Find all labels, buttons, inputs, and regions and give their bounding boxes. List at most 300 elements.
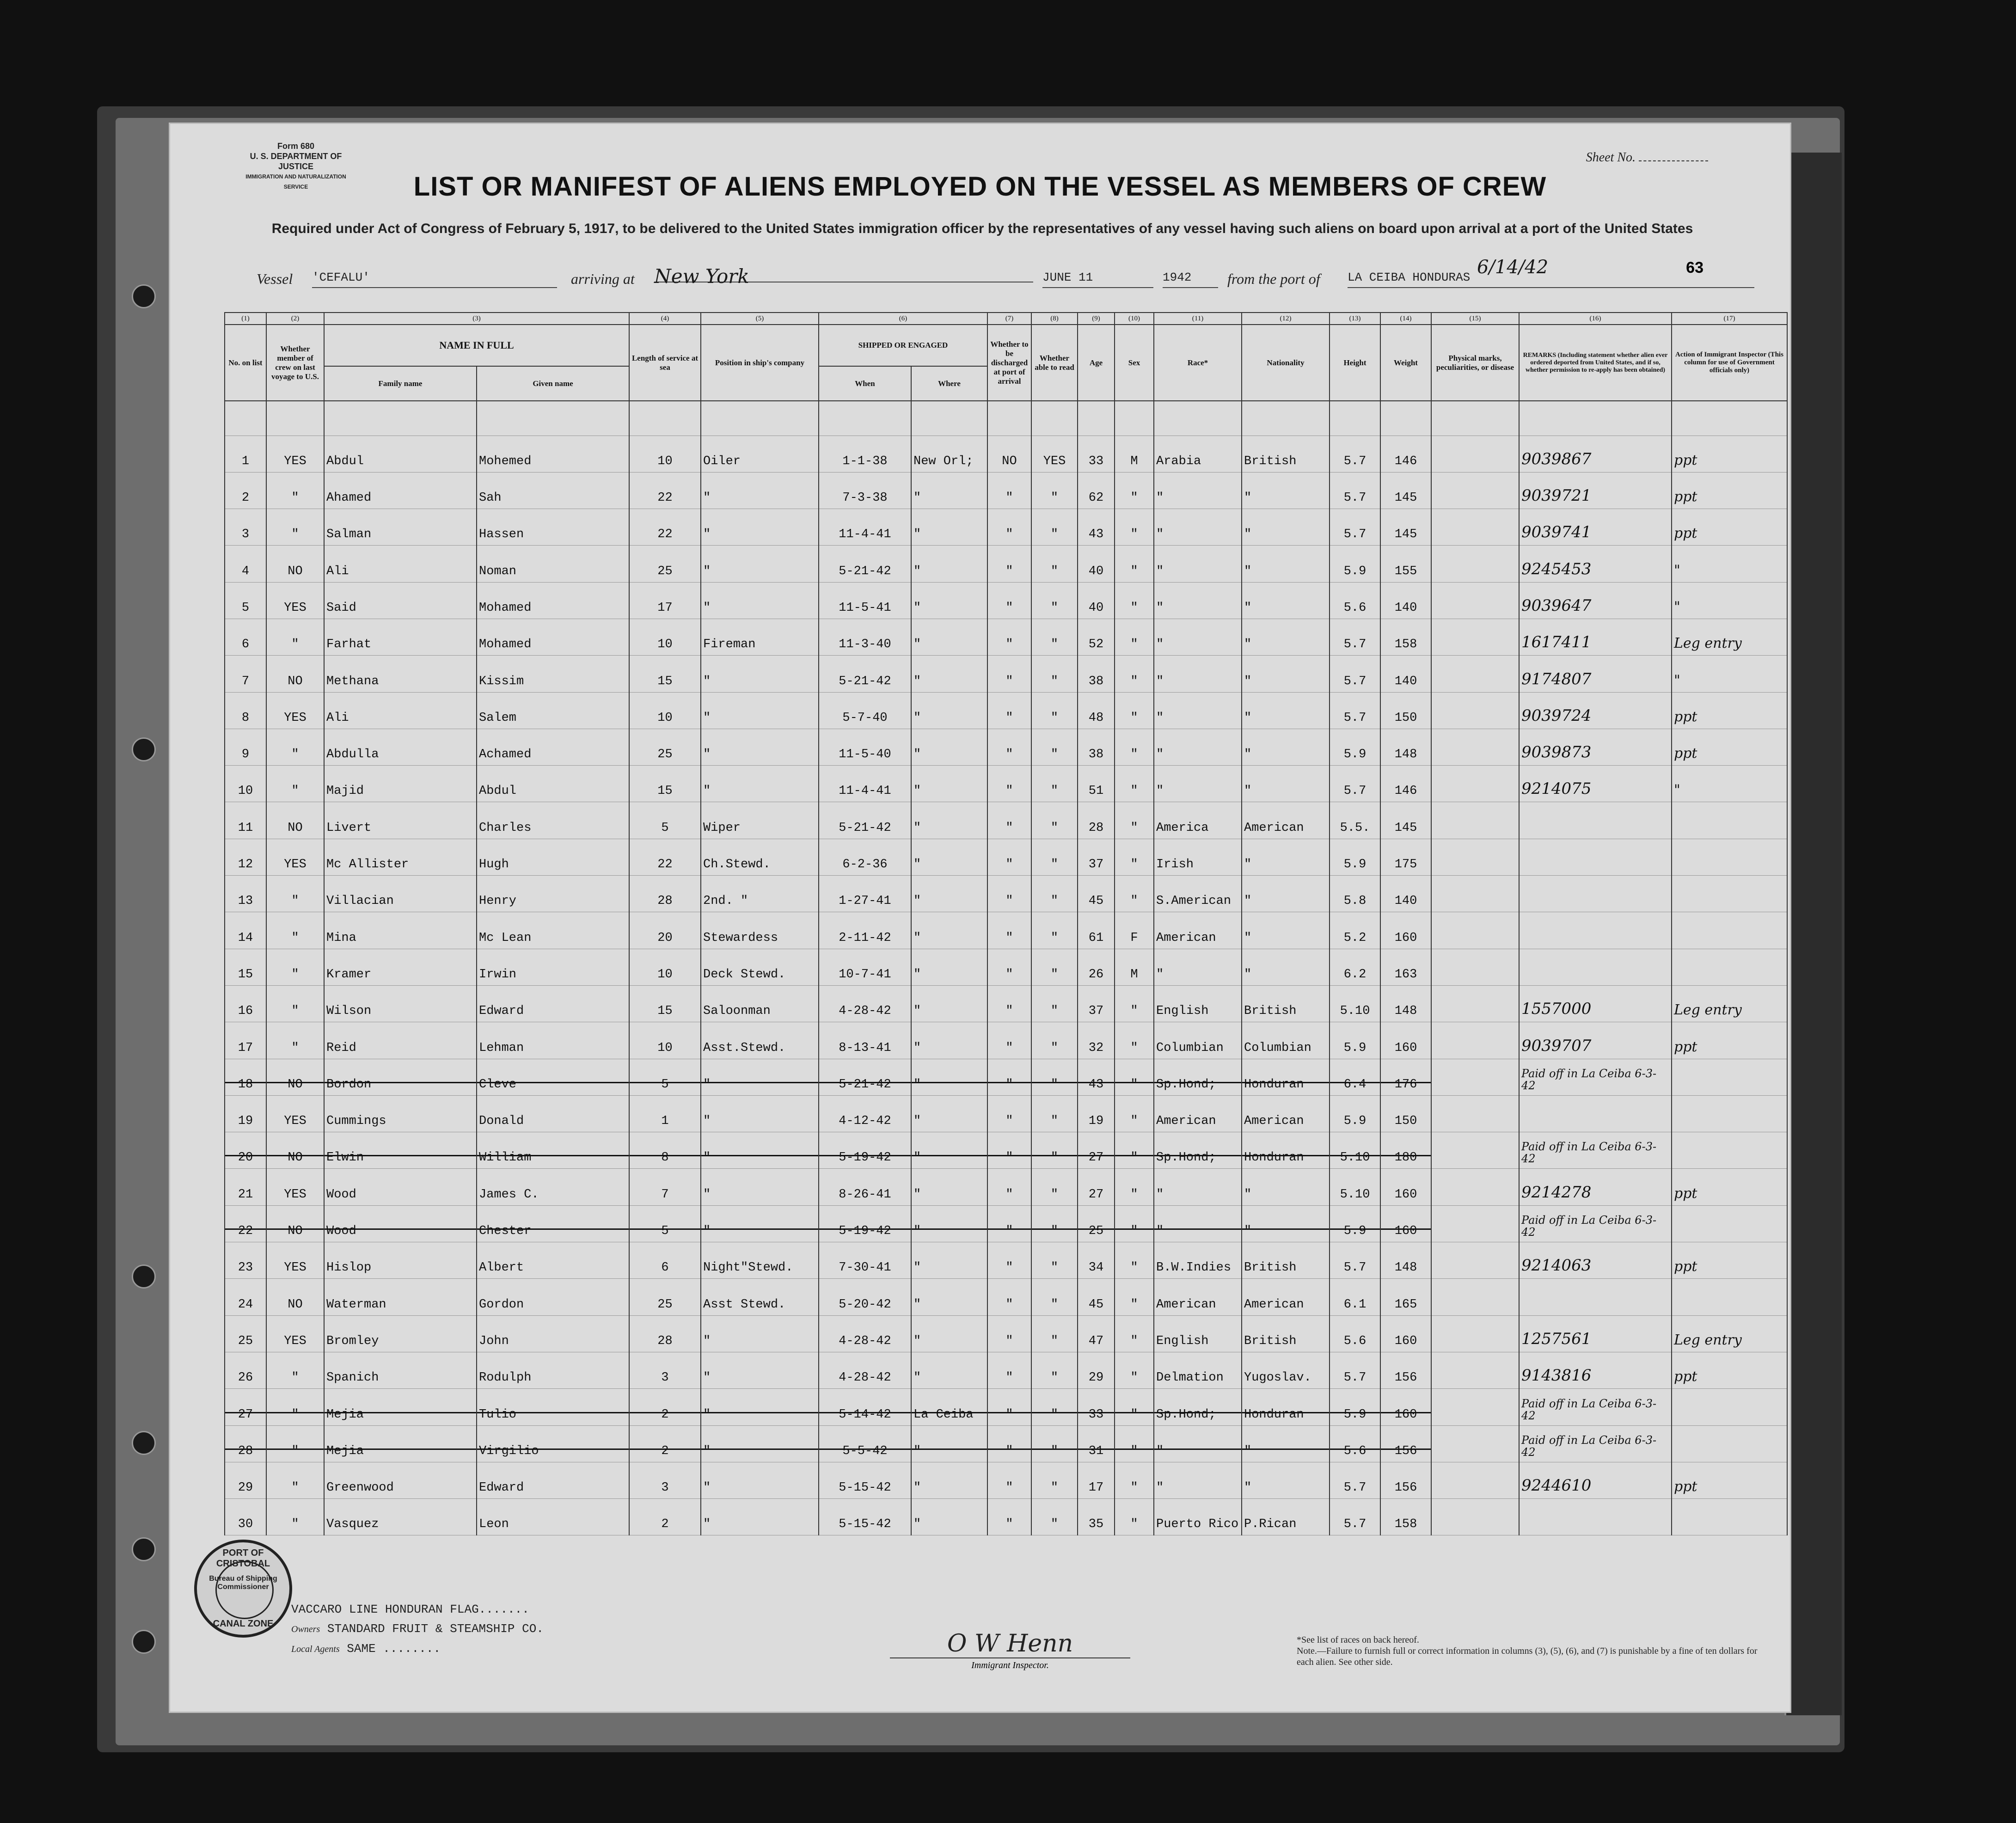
sex: " [1115,1279,1154,1315]
family-name: Abdulla [324,729,477,765]
spacer-row [225,401,1787,436]
column-number: (15) [1431,313,1519,325]
row-number: 24 [225,1279,266,1315]
sex: " [1115,1315,1154,1352]
age: 32 [1078,1022,1115,1059]
crew-row [225,949,1787,985]
position: " [701,1059,819,1095]
height: 6.4 [1330,1059,1380,1095]
crew-row [225,1095,1787,1132]
shipped-where: " [911,949,987,985]
discharged: " [987,1315,1031,1352]
height: 5.7 [1330,472,1380,509]
length-of-service: 15 [629,766,701,802]
sex: " [1115,509,1154,546]
nationality: " [1242,656,1330,692]
shipped-when: 2-11-42 [819,912,911,949]
weight: 158 [1380,619,1431,655]
race: " [1154,1169,1242,1205]
weight: 160 [1380,1389,1431,1425]
position: Asst.Stewd. [701,1022,819,1059]
discharged: " [987,766,1031,802]
column-number-row [225,313,1787,325]
member-last-voyage: " [266,1389,324,1425]
owners: STANDARD FRUIT & STEAMSHIP CO. [327,1622,544,1636]
shipped-when: 5-7-40 [819,692,911,729]
inspector-action: ppt [1672,692,1787,729]
crew-row [225,1389,1787,1425]
header-position: Position in ship's company [701,325,819,401]
crew-row [225,1462,1787,1498]
row-number: 2 [225,472,266,509]
member-last-voyage: YES [266,1242,324,1279]
document-subtitle: Required under Act of Congress of February 5, 1917, to be delivered to the United States immigration officer by the representatives of any vessel having such aliens on board upon arrival at a port of the United States [271,221,1693,236]
shipped-where: " [911,1242,987,1279]
member-last-voyage: " [266,766,324,802]
inspector-signature-block [890,1630,1130,1671]
able-to-read: " [1031,1132,1078,1169]
height: 5.9 [1330,546,1380,582]
given-name: Noman [477,546,629,582]
shipped-when: 4-12-42 [819,1095,911,1132]
agents: SAME ........ [347,1642,441,1656]
length-of-service: 1 [629,1095,701,1132]
height: 5.6 [1330,1425,1380,1462]
height: 5.7 [1330,656,1380,692]
inspector-action: Leg entry [1672,985,1787,1022]
column-number: (6) [819,313,987,325]
member-last-voyage: YES [266,1315,324,1352]
age: 31 [1078,1425,1115,1462]
header-age: Age [1078,325,1115,401]
able-to-read: " [1031,1315,1078,1352]
race: " [1154,729,1242,765]
header-sex: Sex [1115,325,1154,401]
remarks [1519,1095,1672,1132]
able-to-read: " [1031,766,1078,802]
inspector-action [1672,912,1787,949]
race: English [1154,985,1242,1022]
race: " [1154,509,1242,546]
header-when: When [819,366,911,401]
able-to-read: " [1031,876,1078,912]
header-height: Height [1330,325,1380,401]
crew-row [225,582,1787,619]
remarks: Paid off in La Ceiba 6-3-42 [1519,1059,1672,1095]
crew-row [225,1169,1787,1205]
given-name: Salem [477,692,629,729]
discharged: " [987,729,1031,765]
column-number: (1) [225,313,266,325]
given-name: Donald [477,1095,629,1132]
row-number: 10 [225,766,266,802]
race: Sp.Hond; [1154,1389,1242,1425]
member-last-voyage: NO [266,802,324,839]
shipped-when: 5-21-42 [819,656,911,692]
sex: " [1115,1462,1154,1498]
crew-row [225,985,1787,1022]
crew-row [225,1279,1787,1315]
sex: " [1115,656,1154,692]
crew-row [225,802,1787,839]
position: " [701,546,819,582]
family-name: Cummings [324,1095,477,1132]
sex: " [1115,1095,1154,1132]
length-of-service: 6 [629,1242,701,1279]
member-last-voyage: NO [266,1279,324,1315]
weight: 140 [1380,656,1431,692]
given-name: Henry [477,876,629,912]
shipped-where: " [911,1352,987,1388]
family-name: Bordon [324,1059,477,1095]
race: " [1154,692,1242,729]
shipped-where: " [911,839,987,875]
shipped-when: 5-15-42 [819,1499,911,1535]
crew-manifest-table [224,312,1788,1535]
discharged: " [987,1095,1031,1132]
row-number: 14 [225,912,266,949]
given-name: Leon [477,1499,629,1535]
height: 6.2 [1330,949,1380,985]
shipped-where: " [911,1462,987,1498]
member-last-voyage: NO [266,546,324,582]
given-name: Gordon [477,1279,629,1315]
able-to-read: " [1031,802,1078,839]
crew-row [225,472,1787,509]
sex: " [1115,1169,1154,1205]
discharged: " [987,949,1031,985]
shipped-when: 4-28-42 [819,1352,911,1388]
given-name: Mohemed [477,436,629,472]
line-and-flag: VACCARO LINE HONDURAN FLAG....... [291,1602,529,1616]
age: 43 [1078,509,1115,546]
given-name: Albert [477,1242,629,1279]
remarks: 9143816 [1519,1352,1672,1388]
able-to-read: " [1031,546,1078,582]
vessel-label: Vessel [257,270,293,287]
able-to-read: " [1031,692,1078,729]
race: " [1154,1425,1242,1462]
weight: 145 [1380,509,1431,546]
family-name: Ali [324,546,477,582]
row-number: 12 [225,839,266,875]
age: 62 [1078,472,1115,509]
member-last-voyage: " [266,1462,324,1498]
position: " [701,582,819,619]
row-number: 15 [225,949,266,985]
race: " [1154,766,1242,802]
nationality: " [1242,1462,1330,1498]
age: 26 [1078,949,1115,985]
race: " [1154,546,1242,582]
nationality: " [1242,546,1330,582]
age: 45 [1078,876,1115,912]
given-name: John [477,1315,629,1352]
discharged: " [987,912,1031,949]
nationality: " [1242,1205,1330,1242]
family-name: Bromley [324,1315,477,1352]
header-where: Where [911,366,987,401]
weight: 150 [1380,692,1431,729]
race: Sp.Hond; [1154,1059,1242,1095]
physical-marks [1431,1389,1519,1425]
inspector-action: ppt [1672,1462,1787,1498]
remarks: 9039647 [1519,582,1672,619]
able-to-read: " [1031,1205,1078,1242]
weight: 160 [1380,1205,1431,1242]
given-name: Abdul [477,766,629,802]
height: 5.9 [1330,1389,1380,1425]
shipped-where: " [911,692,987,729]
punch-hole [132,1537,156,1561]
crew-row [225,876,1787,912]
from-port: LA CEIBA HONDURAS [1348,270,1754,288]
row-number: 8 [225,692,266,729]
nationality: P.Rican [1242,1499,1330,1535]
length-of-service: 25 [629,729,701,765]
shipped-when: 5-21-42 [819,1059,911,1095]
row-number: 11 [225,802,266,839]
remarks: Paid off in La Ceiba 6-3-42 [1519,1389,1672,1425]
member-last-voyage: NO [266,1132,324,1169]
row-number: 18 [225,1059,266,1095]
discharged: " [987,1132,1031,1169]
length-of-service: 25 [629,1279,701,1315]
position: " [701,509,819,546]
weight: 146 [1380,436,1431,472]
weight: 155 [1380,546,1431,582]
member-last-voyage: " [266,1022,324,1059]
inspector-action [1672,1499,1787,1535]
position: " [701,1095,819,1132]
physical-marks [1431,1462,1519,1498]
able-to-read: " [1031,1242,1078,1279]
inspector-action [1672,1132,1787,1169]
owners-label: Owners [291,1624,320,1634]
family-name: Waterman [324,1279,477,1315]
position: 2nd. " [701,876,819,912]
weight: 140 [1380,876,1431,912]
crew-row [225,729,1787,765]
family-name: Livert [324,802,477,839]
nationality: " [1242,692,1330,729]
position: Saloonman [701,985,819,1022]
discharged: " [987,1499,1031,1535]
discharged: " [987,1352,1031,1388]
race: " [1154,1205,1242,1242]
family-name: Elwin [324,1132,477,1169]
remarks [1519,839,1672,875]
row-number: 5 [225,582,266,619]
shipped-when: 5-21-42 [819,802,911,839]
header-length: Length of service at sea [629,325,701,401]
shipped-when: 11-5-40 [819,729,911,765]
nationality: Honduran [1242,1132,1330,1169]
row-number: 17 [225,1022,266,1059]
row-number: 23 [225,1242,266,1279]
discharged: " [987,802,1031,839]
shipped-where: " [911,876,987,912]
member-last-voyage: " [266,949,324,985]
race: " [1154,582,1242,619]
height: 5.6 [1330,1315,1380,1352]
discharged: " [987,1279,1031,1315]
able-to-read: " [1031,1499,1078,1535]
discharged: " [987,472,1031,509]
age: 47 [1078,1315,1115,1352]
able-to-read: YES [1031,436,1078,472]
height: 5.7 [1330,1499,1380,1535]
crew-row [225,1425,1787,1462]
nationality: Honduran [1242,1389,1330,1425]
weight: 145 [1380,802,1431,839]
family-name: Wood [324,1169,477,1205]
shipped-where: " [911,1279,987,1315]
discharged: " [987,985,1031,1022]
given-name: Edward [477,985,629,1022]
shipped-when: 11-3-40 [819,619,911,655]
physical-marks [1431,1242,1519,1279]
family-name: Said [324,582,477,619]
form-number: Form 680 [277,141,315,151]
physical-marks [1431,1095,1519,1132]
shipped-where: " [911,582,987,619]
position: Ch.Stewd. [701,839,819,875]
column-number: (2) [266,313,324,325]
inspector-action [1672,802,1787,839]
discharged: " [987,1169,1031,1205]
shipped-when: 6-2-36 [819,839,911,875]
sheet-number-field [1586,150,1708,165]
weight: 140 [1380,582,1431,619]
member-last-voyage: " [266,619,324,655]
row-number: 1 [225,436,266,472]
age: 35 [1078,1499,1115,1535]
physical-marks [1431,1499,1519,1535]
member-last-voyage: NO [266,1205,324,1242]
age: 40 [1078,546,1115,582]
member-last-voyage: NO [266,656,324,692]
punch-hole [132,1630,156,1654]
sheet-number-label: Sheet No. [1586,150,1636,165]
inspector-action: ppt [1672,509,1787,546]
physical-marks [1431,619,1519,655]
length-of-service: 17 [629,582,701,619]
family-name: Kramer [324,949,477,985]
shipped-where: La Ceiba [911,1389,987,1425]
department: U. S. DEPARTMENT OF JUSTICE [250,152,342,171]
position: " [701,692,819,729]
remarks: 9214075 [1519,766,1672,802]
port-stamp [194,1540,292,1638]
physical-marks [1431,766,1519,802]
row-number: 28 [225,1425,266,1462]
discharged: " [987,656,1031,692]
position: Deck Stewd. [701,949,819,985]
height: 6.1 [1330,1279,1380,1315]
age: 52 [1078,619,1115,655]
physical-marks [1431,1279,1519,1315]
family-name: Hislop [324,1242,477,1279]
shipped-where: " [911,619,987,655]
inspector-action: ppt [1672,1169,1787,1205]
height: 5.7 [1330,509,1380,546]
member-last-voyage: " [266,1352,324,1388]
given-name: Mohamed [477,619,629,655]
length-of-service: 20 [629,912,701,949]
position: " [701,1205,819,1242]
row-number: 30 [225,1499,266,1535]
stamp-top-text: PORT OF CRISTOBAL [216,1548,270,1569]
punch-hole [132,1264,156,1289]
nationality: British [1242,1315,1330,1352]
header-action: Action of Immigrant Inspector (This column for use of Government officials only) [1672,325,1787,401]
race: Irish [1154,839,1242,875]
age: 48 [1078,692,1115,729]
weight: 160 [1380,1315,1431,1352]
crew-row [225,1315,1787,1352]
discharged: " [987,839,1031,875]
length-of-service: 22 [629,472,701,509]
family-name: Villacian [324,876,477,912]
shipped-where: " [911,1132,987,1169]
nationality: British [1242,436,1330,472]
weight: 163 [1380,949,1431,985]
remarks: Paid off in La Ceiba 6-3-42 [1519,1132,1672,1169]
position: " [701,729,819,765]
length-of-service: 10 [629,619,701,655]
weight: 165 [1380,1279,1431,1315]
remarks: 9214063 [1519,1242,1672,1279]
shipped-when: 4-28-42 [819,985,911,1022]
able-to-read: " [1031,985,1078,1022]
inspector-action [1672,1205,1787,1242]
nationality: " [1242,1169,1330,1205]
column-number: (8) [1031,313,1078,325]
row-number: 25 [225,1315,266,1352]
given-name: Achamed [477,729,629,765]
row-number: 7 [225,656,266,692]
height: 5.6 [1330,582,1380,619]
able-to-read: " [1031,1169,1078,1205]
given-name: Lehman [477,1022,629,1059]
position: " [701,472,819,509]
sex: " [1115,582,1154,619]
able-to-read: " [1031,509,1078,546]
nationality: " [1242,582,1330,619]
given-name: Mohamed [477,582,629,619]
weight: 156 [1380,1462,1431,1498]
length-of-service: 15 [629,656,701,692]
header-no: No. on list [225,325,266,401]
nationality: Honduran [1242,1059,1330,1095]
able-to-read: " [1031,949,1078,985]
weight: 148 [1380,729,1431,765]
weight: 156 [1380,1425,1431,1462]
header-nationality: Nationality [1242,325,1330,401]
height: 5.9 [1330,839,1380,875]
physical-marks [1431,729,1519,765]
nationality: American [1242,802,1330,839]
race-note: *See list of races on back hereof. [1297,1635,1419,1645]
physical-marks [1431,1205,1519,1242]
physical-marks [1431,1022,1519,1059]
able-to-read: " [1031,1462,1078,1498]
shipped-when: 5-21-42 [819,546,911,582]
sex: M [1115,949,1154,985]
height: 5.9 [1330,1095,1380,1132]
crew-row [225,656,1787,692]
